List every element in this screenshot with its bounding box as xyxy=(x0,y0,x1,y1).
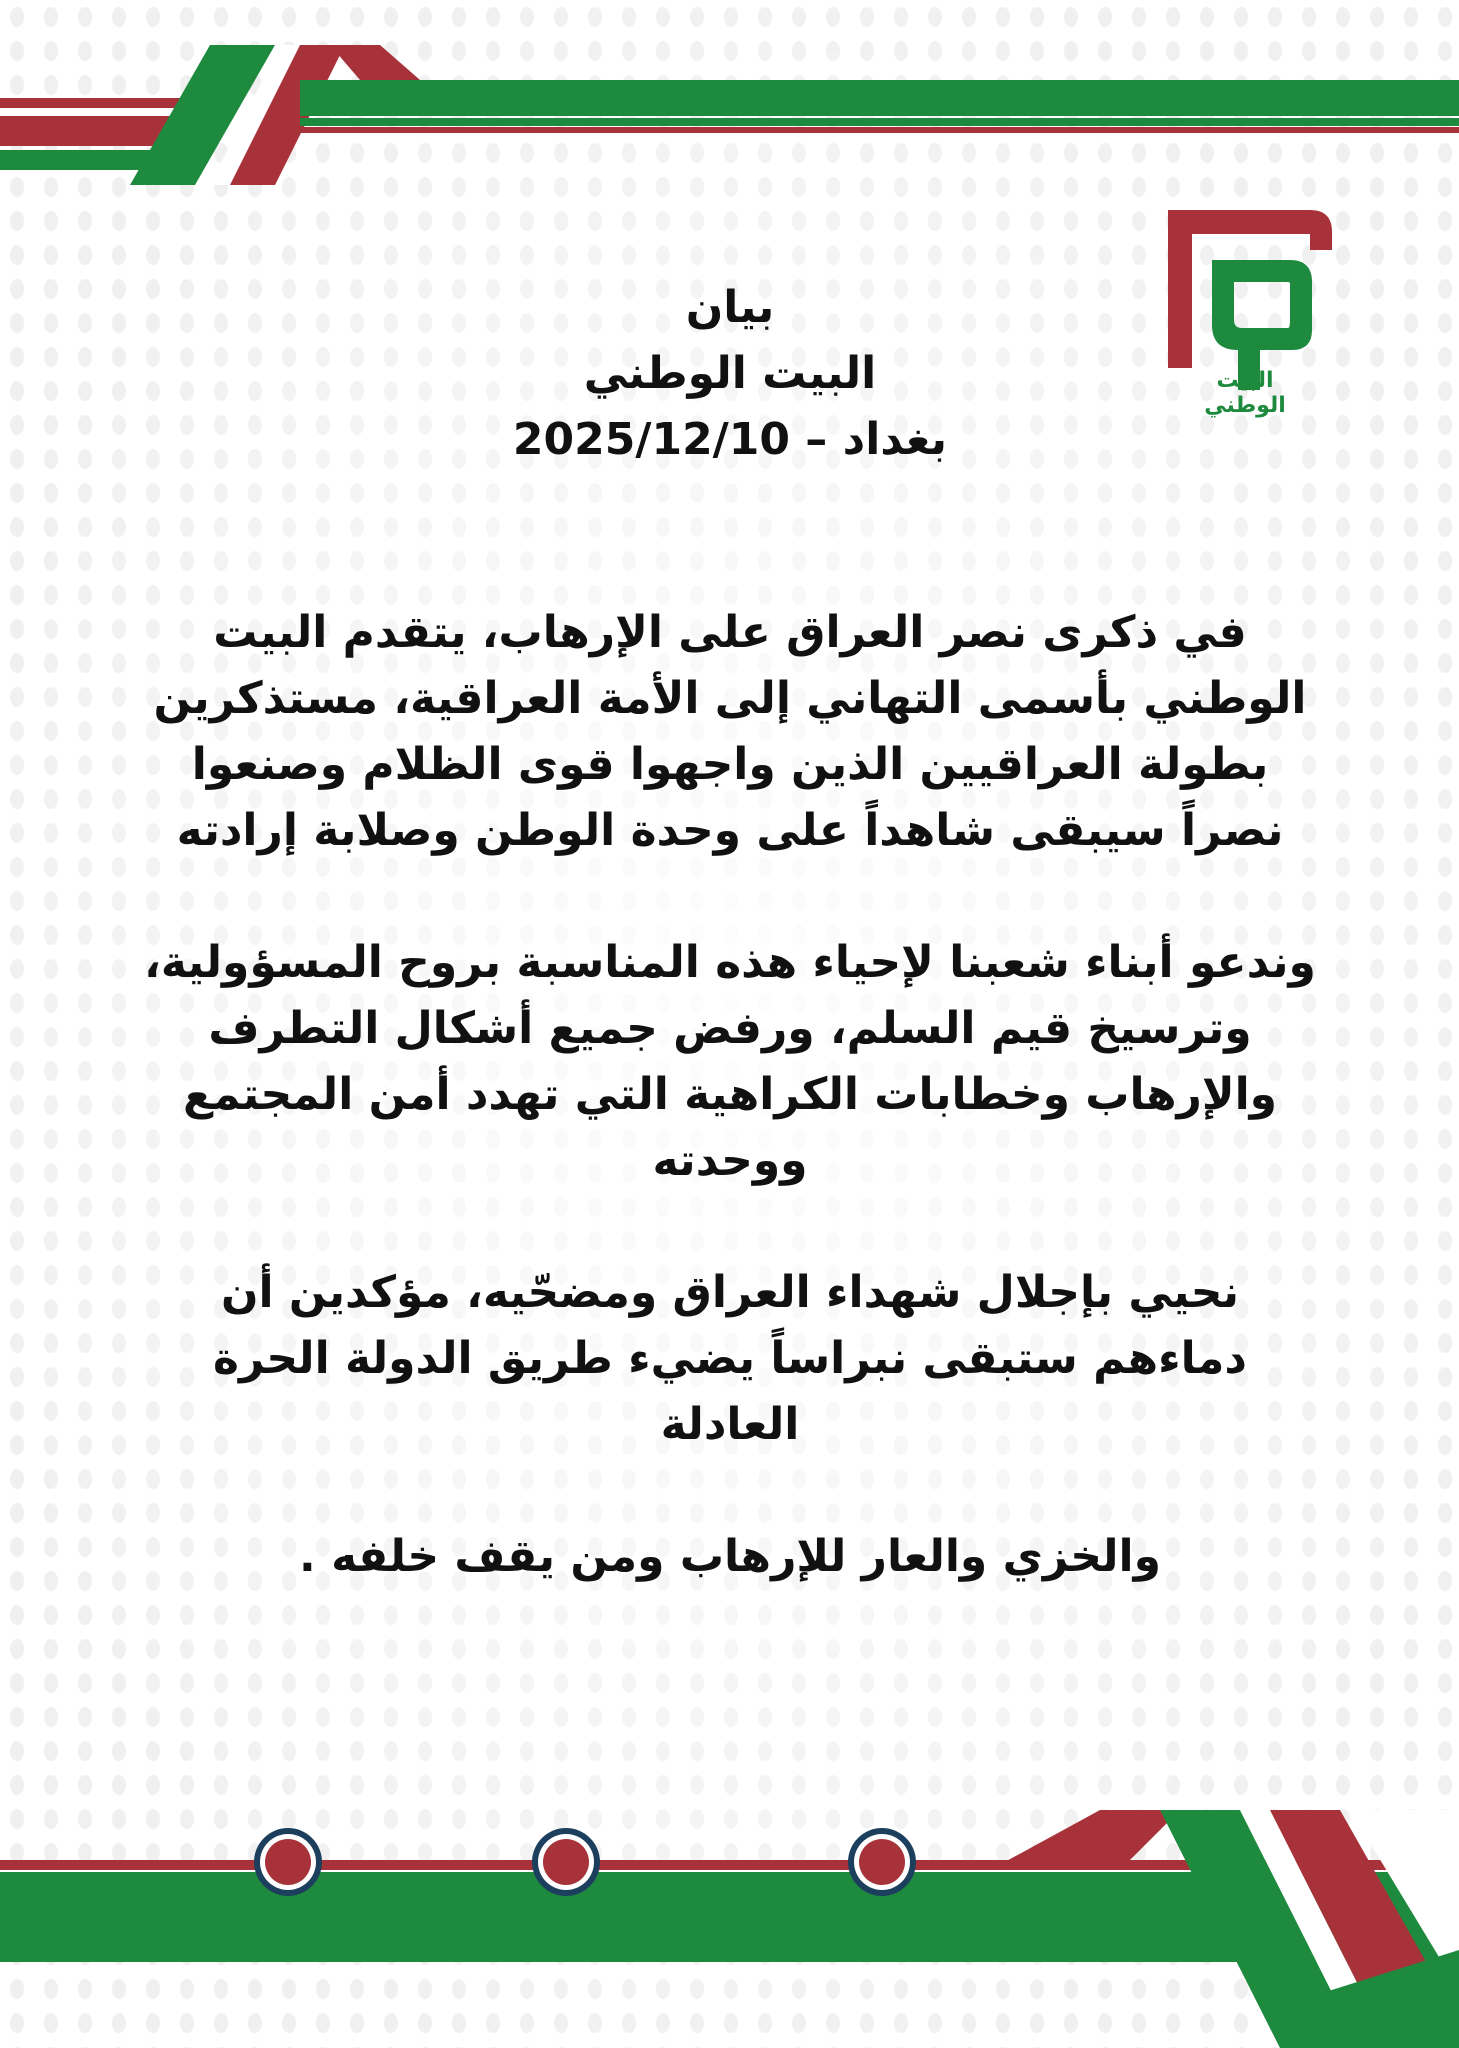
decorative-circle xyxy=(848,1828,916,1896)
statement-body xyxy=(80,600,1380,1656)
organization-name: البيت الوطني xyxy=(583,348,877,399)
place-and-date: بغداد – 2025/12/10 xyxy=(512,414,948,465)
decorative-circle xyxy=(254,1828,322,1896)
paragraph-martyrs-tribute xyxy=(80,1260,1380,1458)
paragraph-line: نصراً سيبقى شاهداً على وحدة الوطن وصلابة إرادته xyxy=(176,805,1284,856)
paragraph-line: وترسيخ قيم السلم، ورفض جميع أشكال التطرف xyxy=(208,1003,1252,1054)
paragraph-victory-anniversary xyxy=(80,600,1380,864)
bottom-decorative-banner xyxy=(0,1790,1459,2048)
paragraph-line: ووحدته xyxy=(652,1135,808,1186)
paragraph-call-to-people xyxy=(80,930,1380,1194)
top-decorative-banner xyxy=(0,0,1459,200)
paragraph-line: والخزي والعار للإرهاب ومن يقف خلفه . xyxy=(299,1531,1161,1582)
decorative-circle xyxy=(532,1828,600,1896)
statement-header xyxy=(400,275,1060,473)
paragraph-line: بطولة العراقيين الذين واجهوا قوى الظلام وصنعوا xyxy=(191,739,1269,790)
paragraph-line: الوطني بأسمى التهاني إلى الأمة العراقية، مستذكرين xyxy=(153,673,1307,724)
logo-wordmark: البيت الوطني xyxy=(1204,368,1286,418)
paragraph-line: العادلة xyxy=(660,1399,800,1450)
paragraph-line: دماءهم ستبقى نبراساً يضيء طريق الدولة الحرة xyxy=(213,1333,1247,1384)
statement-title: بيان xyxy=(685,282,775,333)
paragraph-closing xyxy=(80,1524,1380,1590)
paragraph-line: وندعو أبناء شعبنا لإحياء هذه المناسبة بروح المسؤولية، xyxy=(144,937,1316,988)
paragraph-line: في ذكرى نصر العراق على الإرهاب، يتقدم البيت xyxy=(213,607,1247,658)
paragraph-line: والإرهاب وخطابات الكراهية التي تهدد أمن المجتمع xyxy=(182,1069,1278,1120)
paragraph-line: نحيي بإجلال شهداء العراق ومضحّيه، مؤكدين أن xyxy=(220,1267,1240,1318)
